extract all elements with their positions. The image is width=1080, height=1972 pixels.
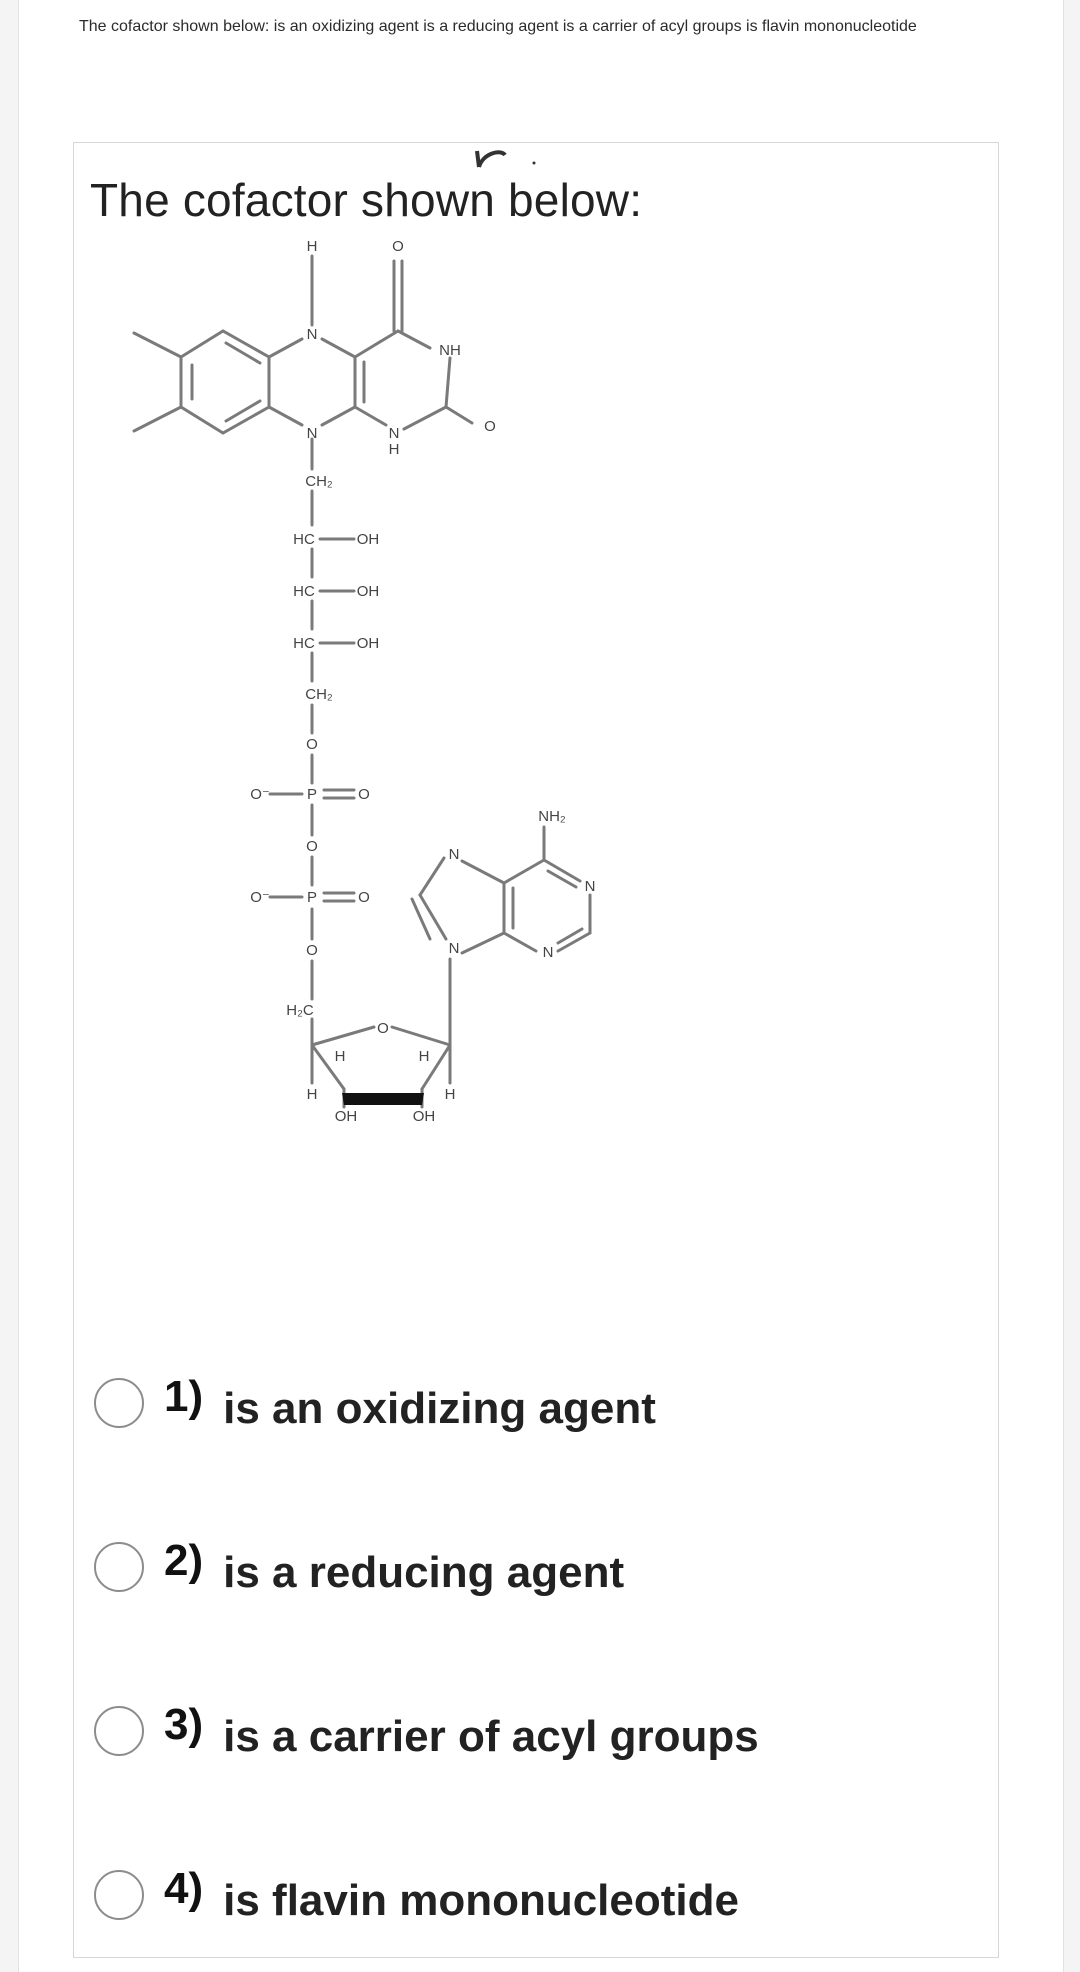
atom-label: O (377, 1020, 389, 1037)
option-text: is a carrier of acyl groups (223, 1712, 759, 1761)
atom-label: O (484, 418, 496, 435)
atom-label: H (306, 238, 318, 255)
radio-button[interactable] (94, 1870, 144, 1920)
option-number: 4) (164, 1864, 204, 1913)
answer-option-4[interactable] (94, 1863, 739, 1927)
option-number: 2) (164, 1536, 204, 1585)
atom-label: H (444, 1086, 456, 1103)
answer-option-2[interactable] (94, 1535, 624, 1599)
atom-label: N (388, 425, 400, 442)
atom-label: O (306, 838, 318, 855)
atom-label: N (584, 878, 596, 895)
answer-option-3[interactable] (94, 1699, 759, 1763)
option-text: is flavin mononucleotide (223, 1876, 739, 1925)
atom-label: HC (293, 583, 315, 600)
atom-label: N (542, 944, 554, 961)
answer-option-1[interactable] (94, 1371, 656, 1435)
atom-label: O (306, 736, 318, 753)
atom-label: N (448, 940, 460, 957)
atom-label: OH (356, 635, 380, 652)
atom-label: O (306, 942, 318, 959)
atom-label: OH (412, 1108, 436, 1125)
option-text: is an oxidizing agent (223, 1384, 656, 1433)
atom-label: O (392, 238, 404, 255)
atom-label: HC (293, 635, 315, 652)
radio-button[interactable] (94, 1542, 144, 1592)
card-title: The cofactor shown below: (90, 174, 643, 226)
question-header: The cofactor shown below: is an oxidizing agent is a reducing agent is a carrier of acyl groups is flavin mononucleotide (79, 18, 917, 35)
atom-label: N (306, 326, 318, 343)
atom-label: HC (293, 531, 315, 548)
atom-label: P (306, 889, 318, 906)
radio-button[interactable] (94, 1378, 144, 1428)
atom-label: H (334, 1048, 346, 1065)
atom-label: O (358, 786, 370, 803)
radio-button[interactable] (94, 1706, 144, 1756)
atom-label: H (306, 1086, 318, 1103)
atom-label: P (306, 786, 318, 803)
atom-label: CH₂ (305, 686, 333, 703)
atom-label: OH (356, 583, 380, 600)
atom-label: O⁻ (250, 889, 270, 906)
page (18, 0, 1064, 1972)
atom-label: H (388, 441, 400, 458)
atom-label: H (418, 1048, 430, 1065)
atom-label: NH (439, 342, 461, 359)
chemical-structure (74, 231, 774, 1471)
atom-label: H₂C (286, 1002, 314, 1019)
option-number: 1) (164, 1372, 204, 1421)
atom-label: O⁻ (250, 786, 270, 803)
option-number: 3) (164, 1700, 204, 1749)
option-text: is a reducing agent (223, 1548, 625, 1597)
atom-label: CH₂ (305, 473, 333, 490)
atom-label: OH (334, 1108, 358, 1125)
atom-label: N (306, 425, 318, 442)
atom-label: O (358, 889, 370, 906)
scan-artifact (461, 143, 541, 173)
atom-label: OH (356, 531, 380, 548)
atom-label: N (448, 846, 460, 863)
atom-label: NH₂ (538, 808, 566, 825)
question-card (73, 142, 999, 1958)
